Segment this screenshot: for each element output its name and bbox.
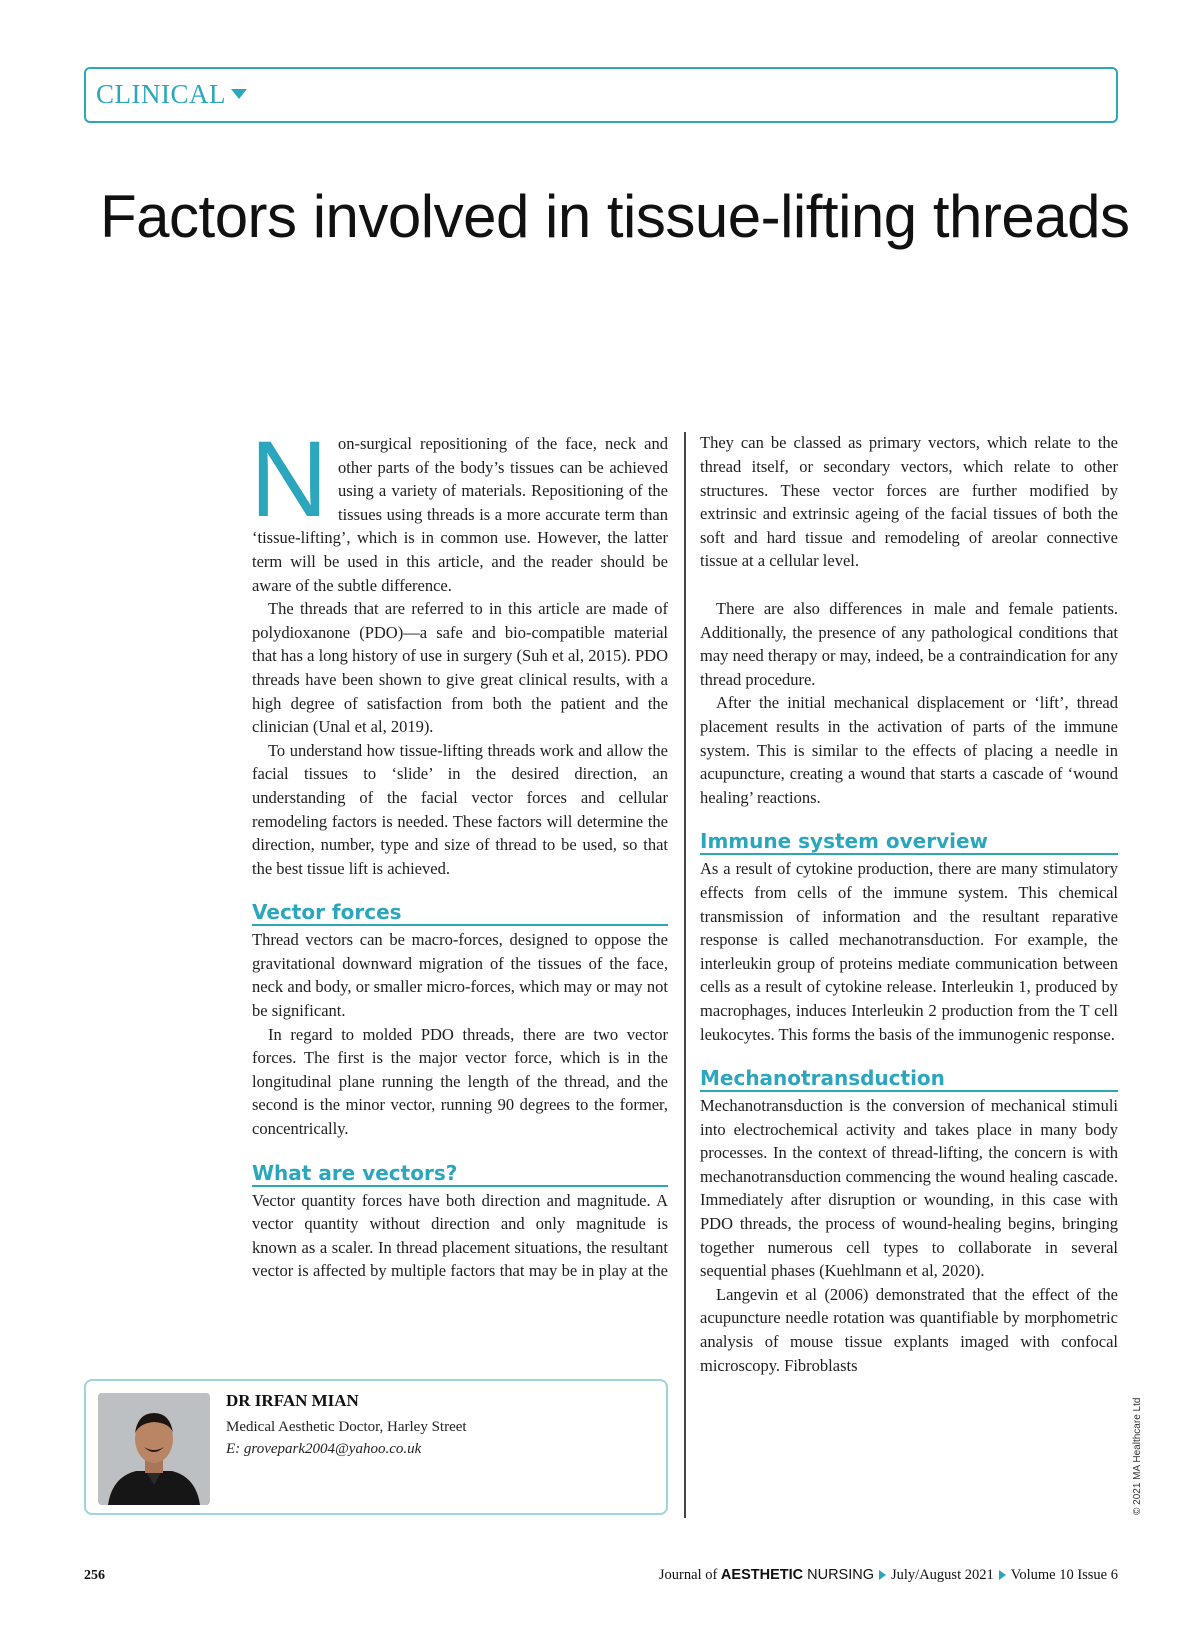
author-role: Medical Aesthetic Doctor, Harley Street [226,1419,467,1435]
immune-paragraph-1: As a result of cytokine production, there are many stimulatory effects from cells of the immune system. This chemical transmission of information and the resultant reparative response is called mechanotransduction. For example, the interleukin group of proteins mediate communication between cells as a result of cytokine release. Interleukin 1, produced by macrophages, induces Interleukin 2 production from the T cell leukocytes. This forms the basis of the immunogenic response. [700,859,1118,1044]
journal-brand-2: NURSING [803,1567,874,1583]
right-column [700,432,1118,1377]
what-are-vectors-paragraph-2: There are also differences in male and female patients. Additionally, the presence of any pathological conditions that may need therapy or may, indeed, be a contraindication for any thread procedure. [700,599,1118,689]
copyright-notice: © 2021 MA Healthcare Ltd [1132,1397,1143,1515]
avatar [98,1393,210,1505]
vector-forces-paragraph-1: Thread vectors can be macro-forces, designed to oppose the gravitational downward migration of the tissues of the face, neck and body, or smaller micro-forces, which may or may not be significant. [252,930,668,1021]
intro-paragraph-1 [250,418,668,597]
heading-mechanotransduction: Mechanotransduction [700,1066,1118,1092]
left-column [250,418,668,1283]
mechanotransduction-paragraph-2: Langevin et al (2006) demonstrated that the effect of the acupuncture needle rotation was quantifiable by morphometric analysis of mouse tissue explants imaged with confocal microscopy. Fibroblasts [700,1284,1118,1375]
journal-prefix: Journal of [658,1567,721,1583]
journal-footer [659,1567,1118,1584]
what-are-vectors-paragraph-1-continued: They can be classed as primary vectors, which relate to the thread itself, or secondary vectors, which relate to other structures. These vector forces are further modified by extrinsic and extrinsic ageing of the facial tissues of both the soft and hard tissue and remodeling of areolar connective tissue at a cellular level. [700,433,1118,571]
author-email[interactable]: E: grovepark2004@yahoo.co.uk [226,1441,422,1457]
what-are-vectors-continued [700,432,1118,597]
column-divider [684,432,686,1518]
section-header-bar [84,67,1118,123]
intro-paragraph-2: The threads that are referred to in this article are made of polydioxanone (PDO)—a safe and bio-compatible material that has a long history of use in surgery (Suh et al, 2015). PDO threads have been shown to give great clinical results, with a high degree of satisfaction from both the patient and the clinician (Unal et al, 2019). [252,599,668,737]
heading-what-are-vectors: What are vectors? [252,1161,668,1187]
heading-vector-forces: Vector forces [252,900,668,926]
issue-date: July/August 2021 [891,1567,994,1583]
triangle-down-icon [231,89,247,99]
drop-cap: N [250,418,328,539]
author-photo-icon [98,1393,210,1505]
section-label [96,79,247,110]
intro-paragraph-3: To understand how tissue-lifting threads work and allow the facial tissues to ‘slide’ in the desired direction, an understanding of the facial vector forces and cellular remodeling factors is needed. These factors will determine the direction, number, type and size of thread to be used, so that the best tissue lift is achieved. [252,740,668,878]
journal-brand: AESTHETIC [720,1567,804,1583]
intro-paragraph-1-text: on-surgical repositioning of the face, neck and other parts of the body’s tissues can be achieved using a variety of materials. Repositioning of the tissues using threads is a more accurate term than ‘tissue-lifting’, which is in common use. However, the latter term will be used in this article, and the reader should be aware of the subtle difference. [252,434,668,595]
what-are-vectors-paragraph-3: After the initial mechanical displacement or ‘lift’, thread placement results in the activation of parts of the immune system. This is similar to the effects of placing a needle in acupuncture, creating a wound that starts a cascade of ‘wound healing’ reactions. [700,693,1118,807]
triangle-right-icon [879,1570,886,1580]
volume-issue: Volume 10 Issue 6 [1010,1567,1118,1583]
section-label-text: CLINICAL [96,79,226,109]
vector-forces-paragraph-2: In regard to molded PDO threads, there are two vector forces. The first is the major vector force, which is in the longitudinal plane running the length of the thread, and the second is the minor vector, running 90 degrees to the former, concentrically. [252,1024,668,1139]
page-number: 256 [84,1568,105,1583]
triangle-right-icon [999,1570,1006,1580]
what-are-vectors-paragraph-1: Vector quantity forces have both direction and magnitude. A vector quantity without direction and only magnitude is known as a scaler. In thread placement situations, the resultant vector is affected by multiple factors that may be in play at the [252,1190,668,1281]
article-title: Factors involved in tissue-lifting threads [100,183,1130,250]
author-box [84,1379,668,1515]
mechanotransduction-paragraph-1: Mechanotransduction is the conversion of mechanical stimuli into electrochemical activity and takes place in many body processes. In the context of thread-lifting, the concern is with mechanotransduction commencing the wound healing cascade. Immediately after disruption or wounding, in this case with PDO threads, the process of wound-healing begins, bringing together numerous cell types to collaborate in several sequential phases (Kuehlmann et al, 2020). [700,1096,1118,1281]
author-name: DR IRFAN MIAN [226,1391,359,1410]
heading-immune-system-overview: Immune system overview [700,829,1118,855]
